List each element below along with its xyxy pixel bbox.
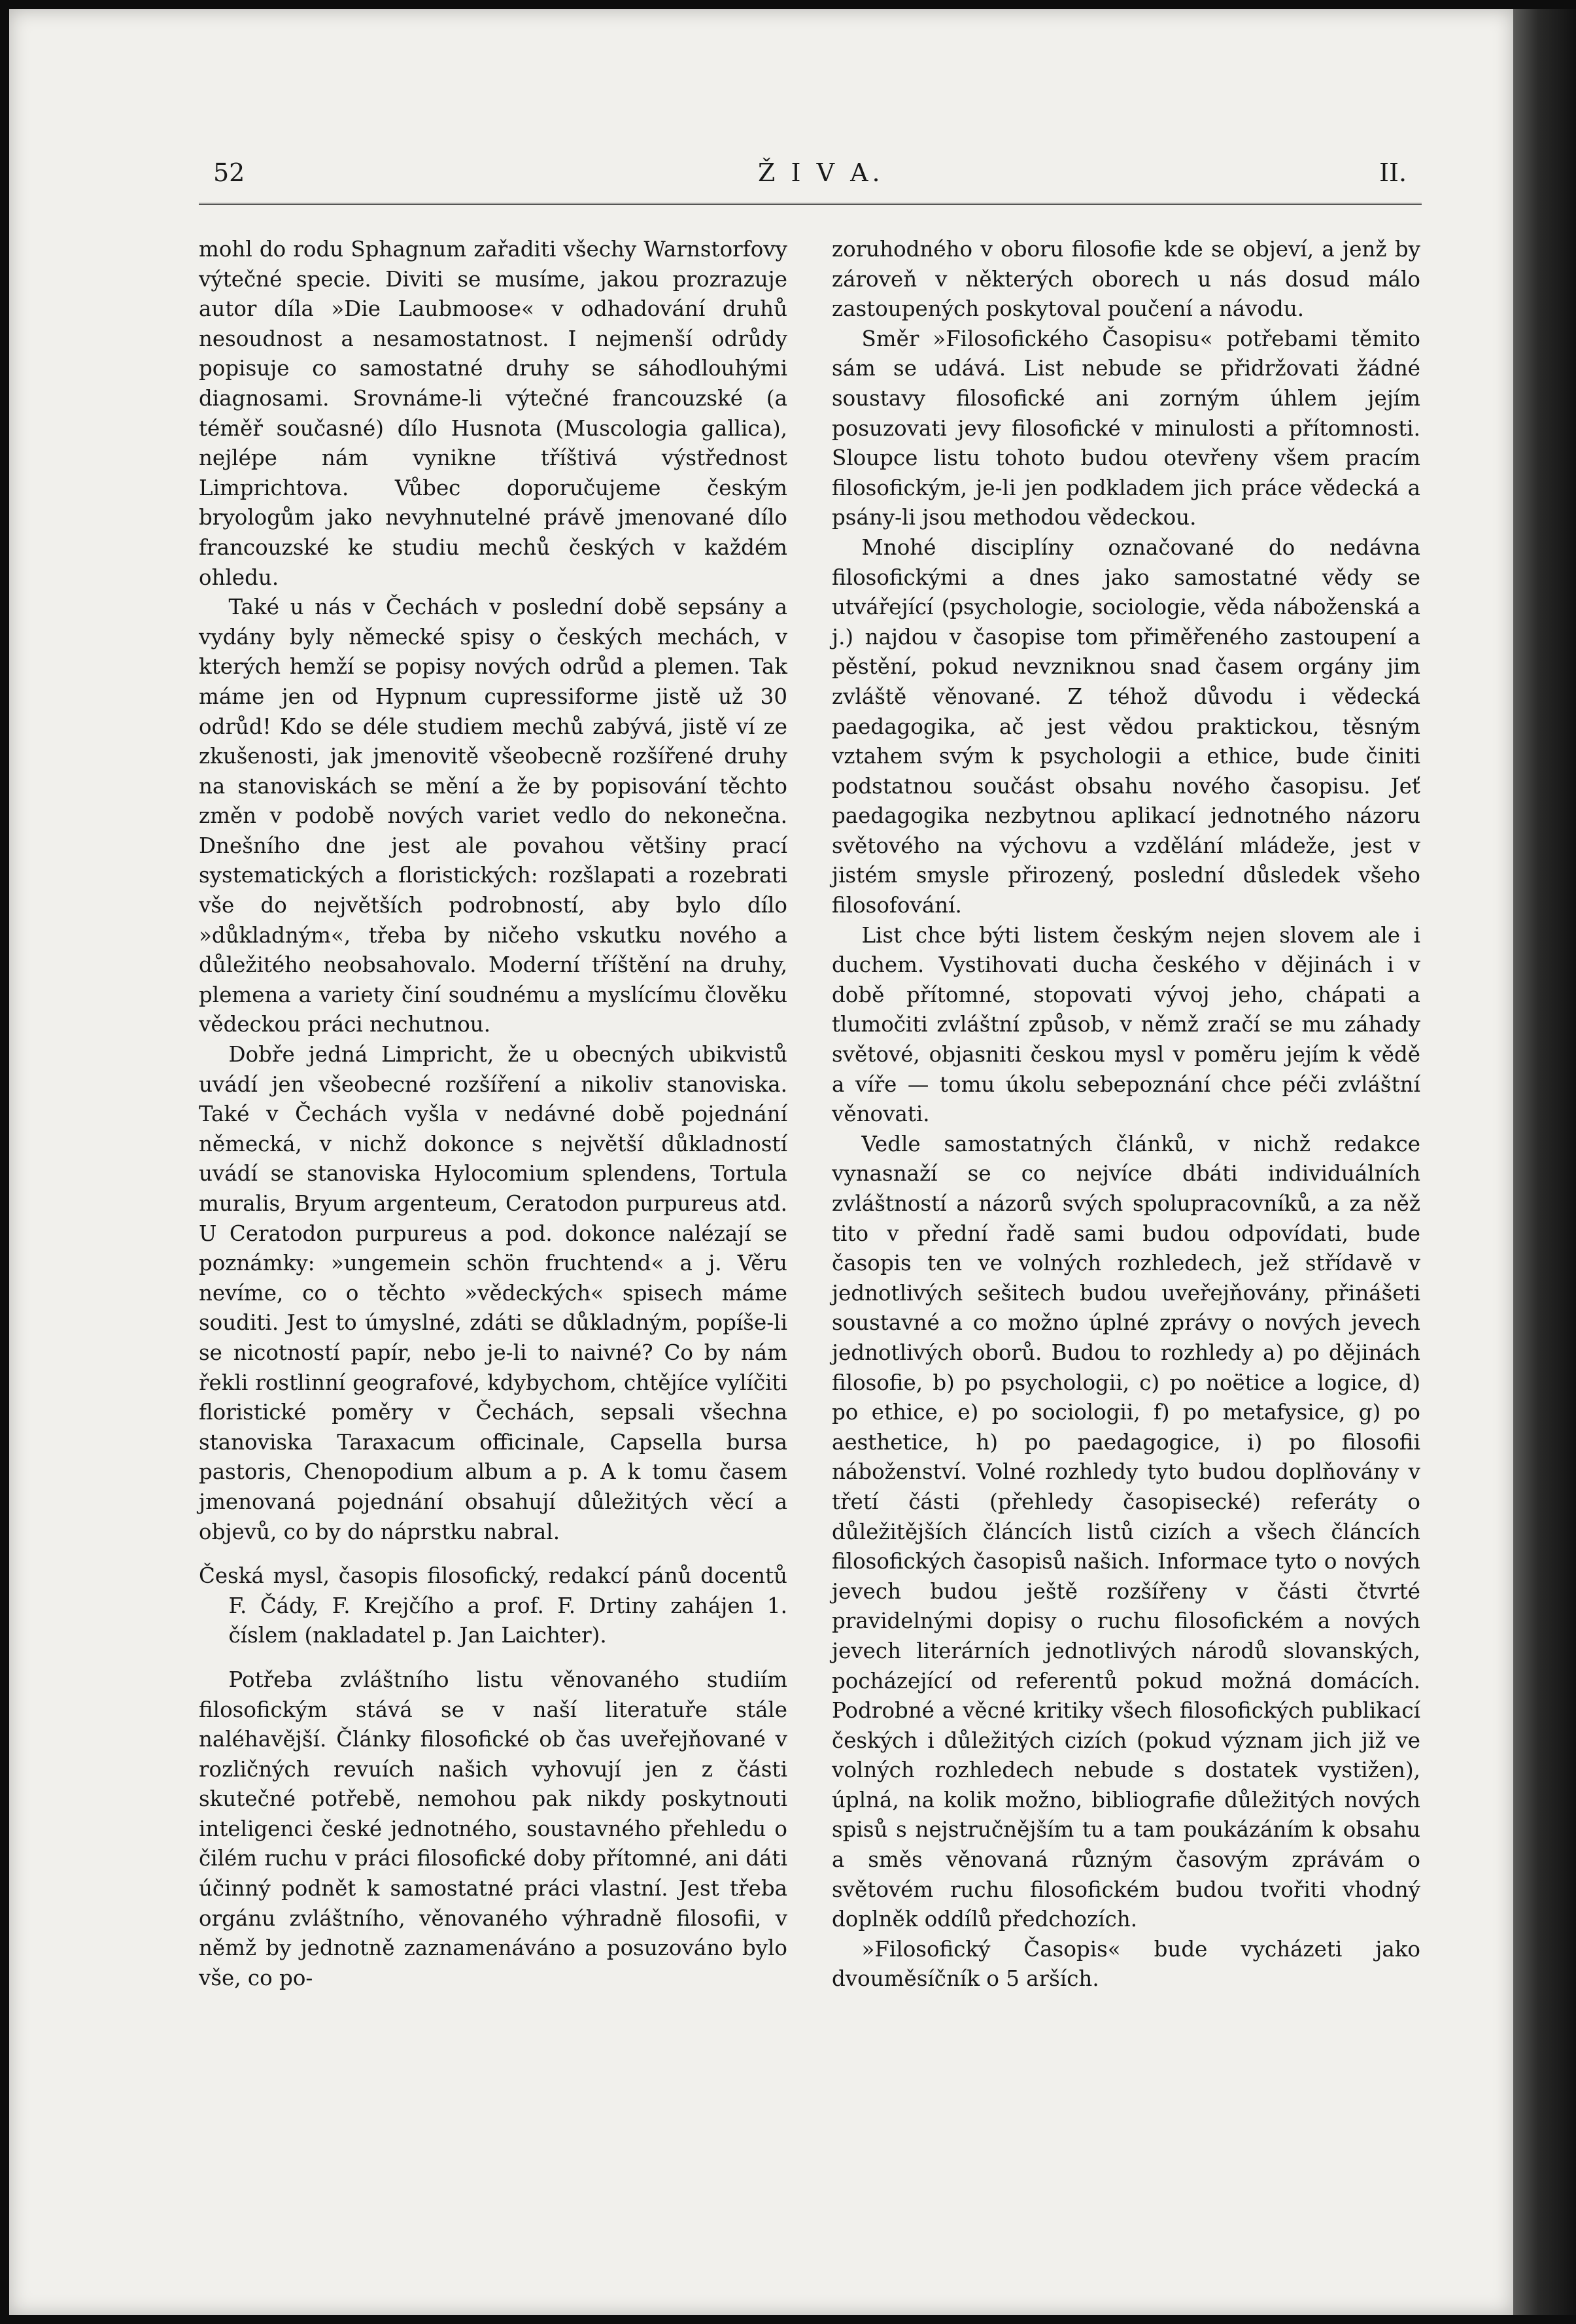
- paragraph: Mnohé disciplíny označované do nedávna filosofickými a dnes jako samostatné vědy se utvářející (psychologie, sociologie, věda náboženská a j.) najdou v časopise tom přiměřeného zastoupení a pěstění, pokud nevzniknou snad časem orgány jim zvláště věnované. Z téhož důvodu i vědecká paedagogika, ač jest vědou praktickou, těsným vztahem svým k psychologii a ethice, bude činiti podstatnou součást obsahu nového časopisu. Jeť paedagogika nezbytnou aplikací jednotného názoru světového na výchovu a vzdělání mládeže, jest v jistém smysle přirozený, poslední důsledek všeho filosofování.: [832, 534, 1420, 918]
- paragraph: Dobře jedná Limpricht, že u obecných ubikvistů uvádí jen všeobecné rozšíření a nikoliv stanoviska. Také v Čechách vyšla v nedávné době pojednání německá, v nichž dokonce s největší důkladností uvádí se stanoviska Hylocomium splendens, Tortula muralis, Bryum argenteum, Ceratodon purpureus atd. U Ceratodon purpureus a pod. dokonce nalézají se poznámky: »ungemein schön fruchtend« a j. Věru nevíme, co o těchto »vědeckých« spisech máme souditi. Jest to úmyslné, zdáti se důkladným, popíše-li se nicotností papír, nebo je-li to naivné? Co by nám řekli rostlinní geografové, kdybychom, chtějíce vylíčiti floristické poměry v Čechách, sepsali všechna stanoviska Taraxacum officinale, Capsella bursa pastoris, Chenopodium album a p. A k tomu časem jmenovaná pojednání obsahují důležitých věcí a objevů, co by do náprstku nabral.: [199, 1042, 787, 1544]
- paragraph: »Filosofický Časopis« bude vycházeti jako dvouměsíčník o 5 arších.: [832, 1936, 1420, 1992]
- left-column: [199, 235, 787, 1993]
- paragraph: mohl do rodu Sphagnum zařaditi všechy Warnstorfovy výtečné specie. Diviti se musíme, jakou prozrazuje autor díla »Die Laubmoose« v odhadování druhů nesoudnost a nesamostatnost. I nejmenší odrůdy popisuje co samostatné druhy se sáhodlouhými diagnosami. Srovnáme-li výtečné francouzské (a téměř současné) dílo Husnota (Muscologia gallica), nejlépe nám vynikne tříštivá výstřednost Limprichtova. Vůbec doporučujeme českým bryologům jako nevyhnutelné právě jmenované dílo francouzské ke studiu mechů českých v každém ohledu.: [199, 237, 787, 590]
- header-rule: [199, 203, 1422, 205]
- paragraph: Také u nás v Čechách v poslední době sepsány a vydány byly německé spisy o českých mechách, v kterých hemží se popisy nových odrůd a plemen. Tak máme jen od Hypnum cupressiforme jistě už 30 odrůd! Kdo se déle studiem mechů zabývá, jistě ví ze zkušenosti, jak jmenovitě všeobecně rozšířené druhy na stanoviskách se mění a že by popisování těchto změn v podobě nových variet vedlo do nekonečna. Dnešního dne jest ale povahou většiny prací systematických a floristických: rozšlapati a rozebrati vše do největších podrobností, aby bylo dílo »důkladným«, třeba by ničeho vskutku nového a důležitého neobsahovalo. Moderní tříštění na druhy, plemena a variety činí soudnému a myslícímu člověku vědeckou práci nechutnou.: [199, 595, 787, 1037]
- paragraph: List chce býti listem českým nejen slovem ale i duchem. Vystihovati ducha českého v dějinách i v době přítomné, stopovati vývoj jeho, chápati a tlumočiti zvláštní způsob, v němž zračí se mu záhady světové, objasniti českou mysl v poměru jejím k vědě a víře — tomu úkolu sebepoznání chce péči zvláštní věnovati.: [832, 922, 1420, 1127]
- notice-heading: Česká mysl, časopis filosofický, redakcí pánů docentů F. Čády, F. Krejčího a prof. F. Drtiny zahájen 1. číslem (nakladatel p. Jan Laichter).: [199, 1563, 787, 1648]
- paragraph: zoruhodného v oboru filosofie kde se objeví, a jenž by zároveň v některých oborech u nás dosud málo zastoupených poskytoval poučení a návodu.: [832, 237, 1420, 322]
- paragraph: Potřeba zvláštního listu věnovaného studiím filosofickým stává se v naší literatuře stále naléhavější. Články filosofické ob čas uveřejňované v rozličných revuích našich vyhovují jen z části skutečné potřebě, nemohou pak nikdy poskytnouti inteligenci české jednotného, soustavného přehledu o čilém ruchu v práci filosofické doby přítomné, ani dáti účinný podnět k samostatné práci vlastní. Jest třeba orgánu zvláštního, věnovaného výhradně filosofii, v němž by jednotně zaznamenáváno a posuzováno bylo vše, co po-: [199, 1667, 787, 1990]
- page-sheet: [9, 9, 1513, 2315]
- journal-title: Ž I V A.: [758, 158, 884, 187]
- page-number: 52: [213, 158, 245, 187]
- volume-number: II.: [1379, 158, 1407, 187]
- paragraph: Směr »Filosofického Časopisu« potřebami těmito sám se udává. List nebude se přidržovati žádné soustavy filosofické ani zorným úhlem jejím posuzovati jevy filosofické v minulosti a přítomnosti. Sloupce listu tohoto budou otevřeny všem pracím filosofickým, je-li jen podkladem jich práce vědecká a psány-li jsou methodou vědeckou.: [832, 326, 1420, 530]
- running-head: [9, 158, 1513, 198]
- paragraph: Vedle samostatných článků, v nichž redakce vynasnaží se co nejvíce dbáti individuálních zvláštností a názorů svých spolupracovníků, a za něž tito v přední řadě sami budou odpovídati, bude časopis ten ve volných rozhledech, jež střídavě v jednotlivých sešitech budou uveřejňovány, přinášeti soustavné a co možno úplné zprávy o nových jevech jednotlivých oborů. Budou to rozhledy a) po dějinách filosofie, b) po psychologii, c) po noëtice a logice, d) po ethice, e) po sociologii, f) po metafysice, g) po aesthetice, h) po paedagogice, i) po filosofii náboženství. Volné rozhledy tyto budou doplňovány v třetí části (přehledy časopisecké) referáty o důležitějších článcích listů cizích a všech článcích filosofických časopisů našich. Informace tyto o nových jevech budou ještě rozšířeny v části čtvrté pravidelnými dopisy o ruchu filosofickém a nových jevech literárních jednotlivých národů slovanských, pocházející od referentů pokud možná domácích. Podrobné a věcné kritiky všech filosofických publikací českých i důležitých cizích (pokud význam jich již ve volných rozhledech nebude s dostatek vystižen), úplná, na kolik možno, bibliografie důležitých nových spisů s nejstručnějším tu a tam poukázáním k obsahu a směs věnovaná různým časovým zprávám o světovém ruchu filosofickém budou tvořiti vhodný doplněk oddílů předchozích.: [832, 1131, 1420, 1932]
- right-column: [832, 235, 1420, 1994]
- scan-edge: [1513, 9, 1576, 2315]
